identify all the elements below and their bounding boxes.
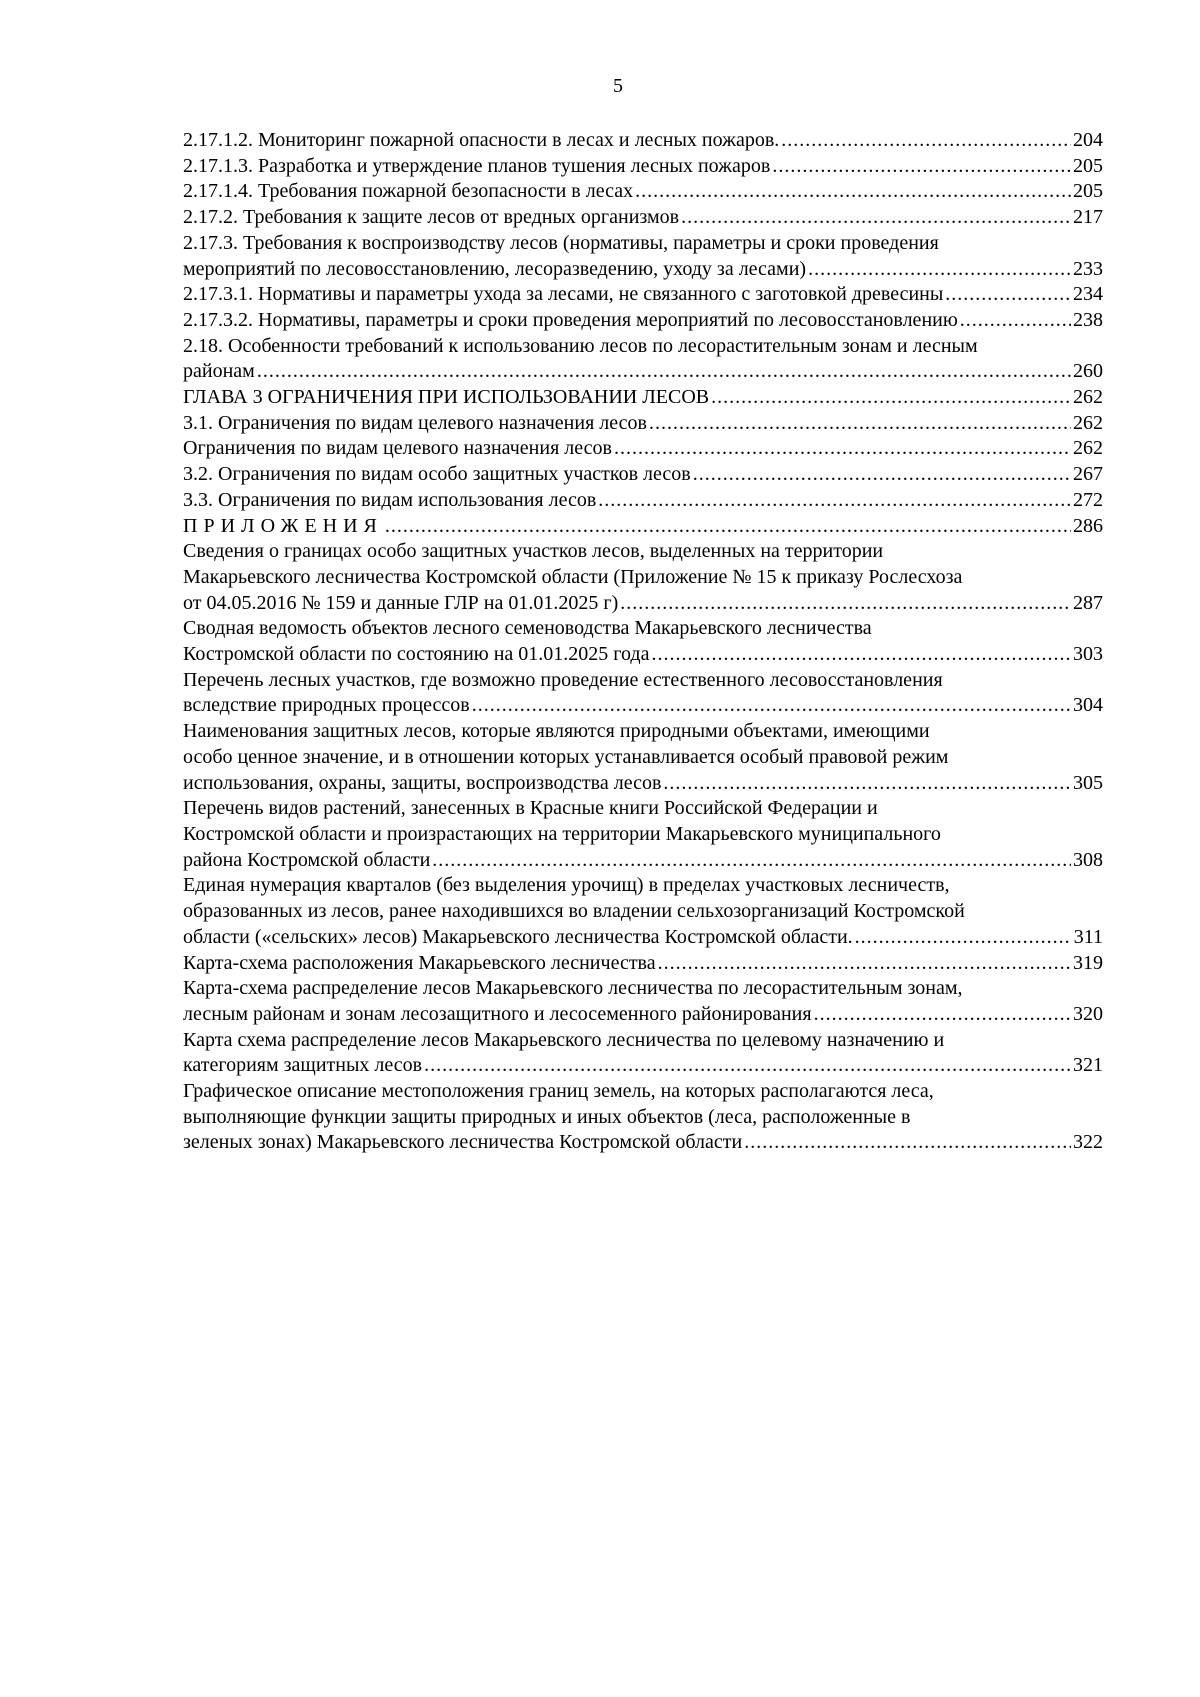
toc-entry-line: выполняющие функции защиты природных и иных объектов (леса, расположенные в — [183, 1105, 911, 1128]
toc-page-number: 321 — [1073, 1054, 1103, 1077]
dot-leader — [693, 462, 1071, 488]
toc-page-number: 322 — [1073, 1131, 1103, 1154]
toc-page-number: 260 — [1073, 360, 1103, 383]
toc-entry-title: области («сельских» лесов) Макарьевского лесничества Костромской области. — [183, 925, 853, 948]
dot-leader — [711, 385, 1071, 411]
toc-entry-line: 2.17.3. Требования к воспроизводству лесов (нормативы, параметры и сроки проведения — [183, 231, 939, 254]
toc-entry-title: 2.17.3.2. Нормативы, параметры и сроки проведения мероприятий по лесовосстановлению — [183, 308, 958, 331]
toc-entry-last-line — [183, 308, 1103, 334]
toc-page-number: 319 — [1073, 951, 1103, 974]
toc-entry[interactable] — [183, 514, 1103, 540]
toc-entry-title: 2.17.1.2. Мониторинг пожарной опасности в лесах и лесных пожаров. — [183, 129, 780, 151]
toc-entry-title: Костромской области по состоянию на 01.01.2025 года — [183, 643, 650, 666]
toc-entry-line: Графическое описание местоположения границ земель, на которых располагаются леса, — [183, 1080, 934, 1103]
toc-entry-last-line — [183, 771, 1103, 797]
toc-page-number: 320 — [1073, 1002, 1103, 1025]
toc-page-number: 303 — [1073, 643, 1103, 666]
toc-entry-last-line — [183, 436, 1103, 462]
toc-entry-title: категориям защитных лесов — [183, 1054, 423, 1077]
toc-entry-line: Костромской области и произрастающих на территории Макарьевского муниципального — [183, 822, 941, 845]
toc-entry[interactable] — [183, 976, 1103, 1027]
toc-entry-title: 3.3. Ограничения по видам использования лесов — [183, 488, 597, 511]
dot-leader — [432, 848, 1071, 874]
toc-entry-line: особо ценное значение, и в отношении которых устанавливается особый правовой режим — [183, 745, 949, 768]
toc-entry-last-line — [183, 385, 1103, 411]
toc-entry[interactable] — [183, 411, 1103, 437]
dot-leader — [855, 925, 1072, 951]
toc-page-number: 311 — [1073, 925, 1103, 948]
toc-entry[interactable] — [183, 231, 1103, 282]
toc-entry[interactable] — [183, 436, 1103, 462]
toc-entry-last-line — [183, 488, 1103, 514]
toc-entry-title: Карта-схема расположения Макарьевского лесничества — [183, 951, 656, 974]
toc-entry-last-line — [183, 462, 1103, 488]
toc-page-number: 304 — [1073, 694, 1103, 717]
toc-entry-line: Единая нумерация кварталов (без выделения урочищ) в пределах участковых лесничеств, — [183, 874, 950, 897]
toc-entry-last-line — [183, 925, 1103, 951]
toc-entry-last-line — [183, 128, 1103, 154]
toc-page-number: 217 — [1073, 206, 1103, 229]
toc-page-number: 234 — [1073, 283, 1103, 306]
dot-leader — [257, 359, 1071, 385]
toc-entry[interactable] — [183, 616, 1103, 667]
toc-entry-title: 3.1. Ограничения по видам целевого назначения лесов — [183, 411, 647, 434]
toc-entry-line: Сведения о границах особо защитных участков лесов, выделенных на территории — [183, 540, 884, 563]
toc-entry[interactable] — [183, 154, 1103, 180]
toc-page-number: 205 — [1073, 154, 1103, 177]
toc-page-number: 305 — [1073, 771, 1103, 794]
toc-entry[interactable] — [183, 1028, 1103, 1079]
toc-entry-last-line — [183, 514, 1103, 540]
dot-leader — [681, 205, 1071, 231]
toc-entry[interactable] — [183, 719, 1103, 796]
dot-leader — [385, 514, 1071, 540]
toc-entry-last-line — [183, 951, 1103, 977]
toc-entry-title: района Костромской области — [183, 848, 431, 871]
toc-page-number: 308 — [1073, 848, 1103, 871]
toc-entry-title: вследствие природных процессов — [183, 694, 470, 717]
dot-leader — [424, 1053, 1071, 1079]
toc-page-number: 233 — [1073, 257, 1103, 280]
toc-entry[interactable] — [183, 951, 1103, 977]
dot-leader — [945, 282, 1071, 308]
toc-entry-last-line — [183, 1002, 1103, 1028]
toc-entry[interactable] — [183, 308, 1103, 334]
toc-entry-title: зеленых зонах) Макарьевского лесничества Костромской области — [183, 1131, 743, 1154]
toc-entry-title: ПРИЛОЖЕНИЯ — [183, 514, 383, 537]
toc-entry[interactable] — [183, 462, 1103, 488]
toc-entry[interactable] — [183, 334, 1103, 385]
dot-leader — [781, 128, 1071, 154]
toc-entry[interactable] — [183, 205, 1103, 231]
toc-page-number: 205 — [1073, 180, 1103, 203]
toc-entry-last-line — [183, 1053, 1103, 1079]
toc-page-number: 262 — [1073, 437, 1103, 460]
toc-entry-title: 2.17.3.1. Нормативы и параметры ухода за лесами, не связанного с заготовкой древесины — [183, 283, 944, 306]
toc-entry-line: Перечень лесных участков, где возможно проведение естественного лесовосстановления — [183, 668, 943, 691]
toc-entry[interactable] — [183, 668, 1103, 719]
toc-entry-title: 3.2. Ограничения по видам особо защитных участков лесов — [183, 463, 691, 486]
toc-entry-last-line — [183, 848, 1103, 874]
toc-entry-last-line — [183, 205, 1103, 231]
toc-entry-last-line — [183, 591, 1103, 617]
dot-leader — [635, 179, 1071, 205]
toc-entry-line: Карта схема распределение лесов Макарьевского лесничества по целевому назначению и — [183, 1028, 945, 1051]
dot-leader — [744, 1130, 1071, 1156]
toc-entry-title: от 04.05.2016 № 159 и данные ГЛР на 01.01.2025 г) — [183, 591, 619, 614]
dot-leader — [814, 1002, 1071, 1028]
toc-entry[interactable] — [183, 796, 1103, 873]
table-of-contents — [183, 128, 1103, 1156]
toc-entry-line: Макарьевского лесничества Костромской области (Приложение № 15 к приказу Рослесхоза — [183, 565, 963, 588]
toc-entry[interactable] — [183, 179, 1103, 205]
toc-entry-line: Наименования защитных лесов, которые являются природными объектами, имеющими — [183, 720, 930, 743]
toc-entry-title: Ограничения по видам целевого назначения лесов — [183, 437, 612, 460]
toc-entry-line: Перечень видов растений, занесенных в Красные книги Российской Федерации и — [183, 797, 878, 820]
toc-entry-line: Карта-схема распределение лесов Макарьевского лесничества по лесорастительным зонам, — [183, 977, 963, 1000]
toc-entry-last-line — [183, 642, 1103, 668]
toc-entry-last-line — [183, 282, 1103, 308]
toc-page-number: 272 — [1073, 488, 1103, 511]
toc-entry-last-line — [183, 693, 1103, 719]
toc-entry-title: районам — [183, 360, 255, 383]
toc-entry-title: 2.17.1.4. Требования пожарной безопасности в лесах — [183, 180, 634, 203]
dot-leader — [620, 591, 1071, 617]
toc-page-number: 287 — [1073, 591, 1103, 614]
dot-leader — [472, 693, 1071, 719]
toc-entry[interactable] — [183, 128, 1103, 154]
toc-page-number: 262 — [1073, 386, 1103, 409]
toc-entry-title: использования, охраны, защиты, воспроизводства лесов — [183, 771, 662, 794]
toc-page-number: 286 — [1073, 514, 1103, 537]
dot-leader — [651, 642, 1071, 668]
toc-entry-last-line — [183, 1130, 1103, 1156]
toc-entry-last-line — [183, 257, 1103, 283]
dot-leader — [649, 411, 1071, 437]
dot-leader — [960, 308, 1071, 334]
page-number: 5 — [613, 75, 623, 97]
toc-entry-last-line — [183, 154, 1103, 180]
toc-entry[interactable] — [183, 1079, 1103, 1156]
toc-entry-title: 2.17.1.3. Разработка и утверждение планов тушения лесных пожаров — [183, 154, 771, 177]
toc-entry-title: 2.17.2. Требования к защите лесов от вредных организмов — [183, 206, 680, 229]
toc-entry-title: мероприятий по лесовосстановлению, лесоразведению, уходу за лесами) — [183, 257, 807, 280]
toc-entry[interactable] — [183, 488, 1103, 514]
toc-entry-line: образованных из лесов, ранее находившихся во владении сельхозорганизаций Костромской — [183, 900, 965, 923]
toc-entry[interactable] — [183, 539, 1103, 616]
toc-page-number: 267 — [1073, 463, 1103, 486]
toc-entry-line: Сводная ведомость объектов лесного семеноводства Макарьевского лесничества — [183, 617, 872, 640]
toc-entry-last-line — [183, 411, 1103, 437]
toc-entry-last-line — [183, 359, 1103, 385]
toc-page-number: 262 — [1073, 411, 1103, 434]
toc-entry-title: лесным районам и зонам лесозащитного и лесосеменного районирования — [183, 1002, 812, 1025]
toc-entry[interactable] — [183, 873, 1103, 950]
toc-page-number: 238 — [1073, 308, 1103, 331]
toc-entry[interactable] — [183, 385, 1103, 411]
toc-entry-title: ГЛАВА 3 ОГРАНИЧЕНИЯ ПРИ ИСПОЛЬЗОВАНИИ ЛЕСОВ — [183, 386, 710, 409]
dot-leader — [808, 257, 1071, 283]
dot-leader — [663, 771, 1071, 797]
toc-entry-line: 2.18. Особенности требований к использованию лесов по лесорастительным зонам и лесным — [183, 334, 978, 357]
dot-leader — [658, 951, 1071, 977]
toc-entry-last-line — [183, 179, 1103, 205]
dot-leader — [598, 488, 1071, 514]
dot-leader — [614, 436, 1071, 462]
toc-page-number: 204 — [1073, 129, 1103, 151]
toc-entry[interactable] — [183, 282, 1103, 308]
dot-leader — [772, 154, 1071, 180]
